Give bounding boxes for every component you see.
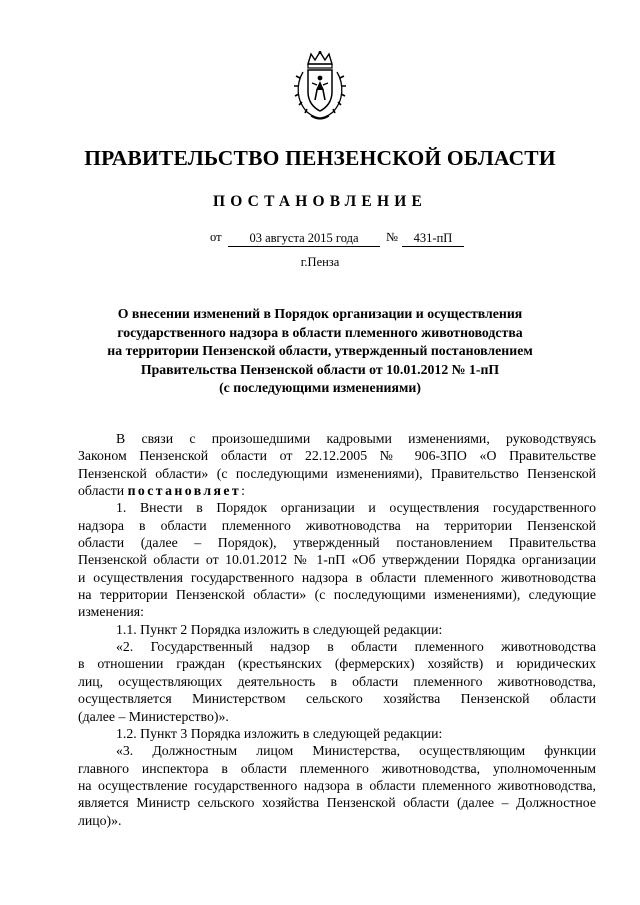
coat-of-arms-icon <box>293 50 347 122</box>
title-line: О внесении изменений в Порядок организации и осуществления <box>117 306 523 321</box>
item-1-1: 1.1. Пункт 2 Порядка изложить в следующей редакции: <box>116 621 443 637</box>
title-line: на территории Пензенской области, утвержденный постановлением <box>107 343 533 359</box>
text-line: на осуществление государственного надзора в области племенного животноводства, <box>78 777 596 793</box>
title-line: государственного надзора в области племенного животноводства <box>117 324 523 340</box>
title-line: (с последующими изменениями) <box>219 380 421 396</box>
text-line: лицо)». <box>78 812 122 828</box>
city: г.Пенза <box>300 255 340 269</box>
document-number: 431-пП <box>402 230 464 247</box>
text-line: области (далее – Порядок), утвержденный постановлением Правительства <box>78 535 596 551</box>
document-date: 03 августа 2015 года <box>228 230 380 247</box>
text-line: осуществляется Министерством сельского хозяйства Пензенской области <box>78 691 596 707</box>
item-1-2-quote <box>78 742 596 829</box>
number-sign: № <box>386 230 398 244</box>
resolves-word: постановляет <box>127 483 242 499</box>
text-line: Пензенской области» (с последующими изменениями), Правительство Пензенской <box>78 465 596 481</box>
date-prefix: от <box>210 230 222 244</box>
text-line: надзора в области племенного животноводства на территории Пензенской <box>78 517 596 533</box>
text-line: области постановляет: <box>78 483 245 499</box>
text-line: изменения: <box>78 604 144 620</box>
text-line: (далее – Министерство)». <box>78 708 229 724</box>
document-body <box>78 430 596 829</box>
text-line: Законом Пензенской области от 22.12.2005 № 906-ЗПО «О Правительстве <box>78 448 596 464</box>
text-line: «2. Государственный надзор в области племенного животноводства <box>116 639 596 655</box>
document-title <box>80 305 560 398</box>
text-line: В связи с произошедшими кадровыми изменениями, руководствуясь <box>116 431 596 446</box>
item-1-1-quote <box>78 638 596 725</box>
text-line: главного инспектора в области племенного животноводства, уполномоченным <box>78 760 596 776</box>
document-type: ПОСТАНОВЛЕНИЕ <box>212 193 428 210</box>
text-line: в отношении граждан (крестьянских (фермерских) хозяйств) и юридических <box>78 656 596 672</box>
title-line: Правительства Пензенской области от 10.01.2012 № 1-пП <box>140 361 500 377</box>
text-line: 1. Внести в Порядок организации и осуществления государственного <box>116 500 596 516</box>
intro-paragraph <box>78 430 596 499</box>
text-line: является Министр сельского хозяйства Пензенской области (далее – Должностное <box>78 795 596 811</box>
date-number-line <box>210 230 470 248</box>
text-line: лиц, осуществляющих деятельность в области племенного животноводства, <box>78 673 596 689</box>
government-name: ПРАВИТЕЛЬСТВО ПЕНЗЕНСКОЙ ОБЛАСТИ <box>84 146 556 170</box>
coat-of-arms-emblem <box>293 50 347 122</box>
text-line: Пензенской области от 10.01.2012 № 1-пП «Об утверждении Порядка организации <box>78 552 596 568</box>
item-1-2: 1.2. Пункт 3 Порядка изложить в следующей редакции: <box>116 725 443 741</box>
text-line: и осуществления государственного надзора в области племенного животноводства <box>78 569 596 585</box>
item-1 <box>78 499 596 620</box>
text-line: на территории Пензенской области» (с последующими изменениями), следующие <box>78 587 596 603</box>
text-line: «3. Должностным лицом Министерства, осуществляющим функции <box>116 743 596 759</box>
